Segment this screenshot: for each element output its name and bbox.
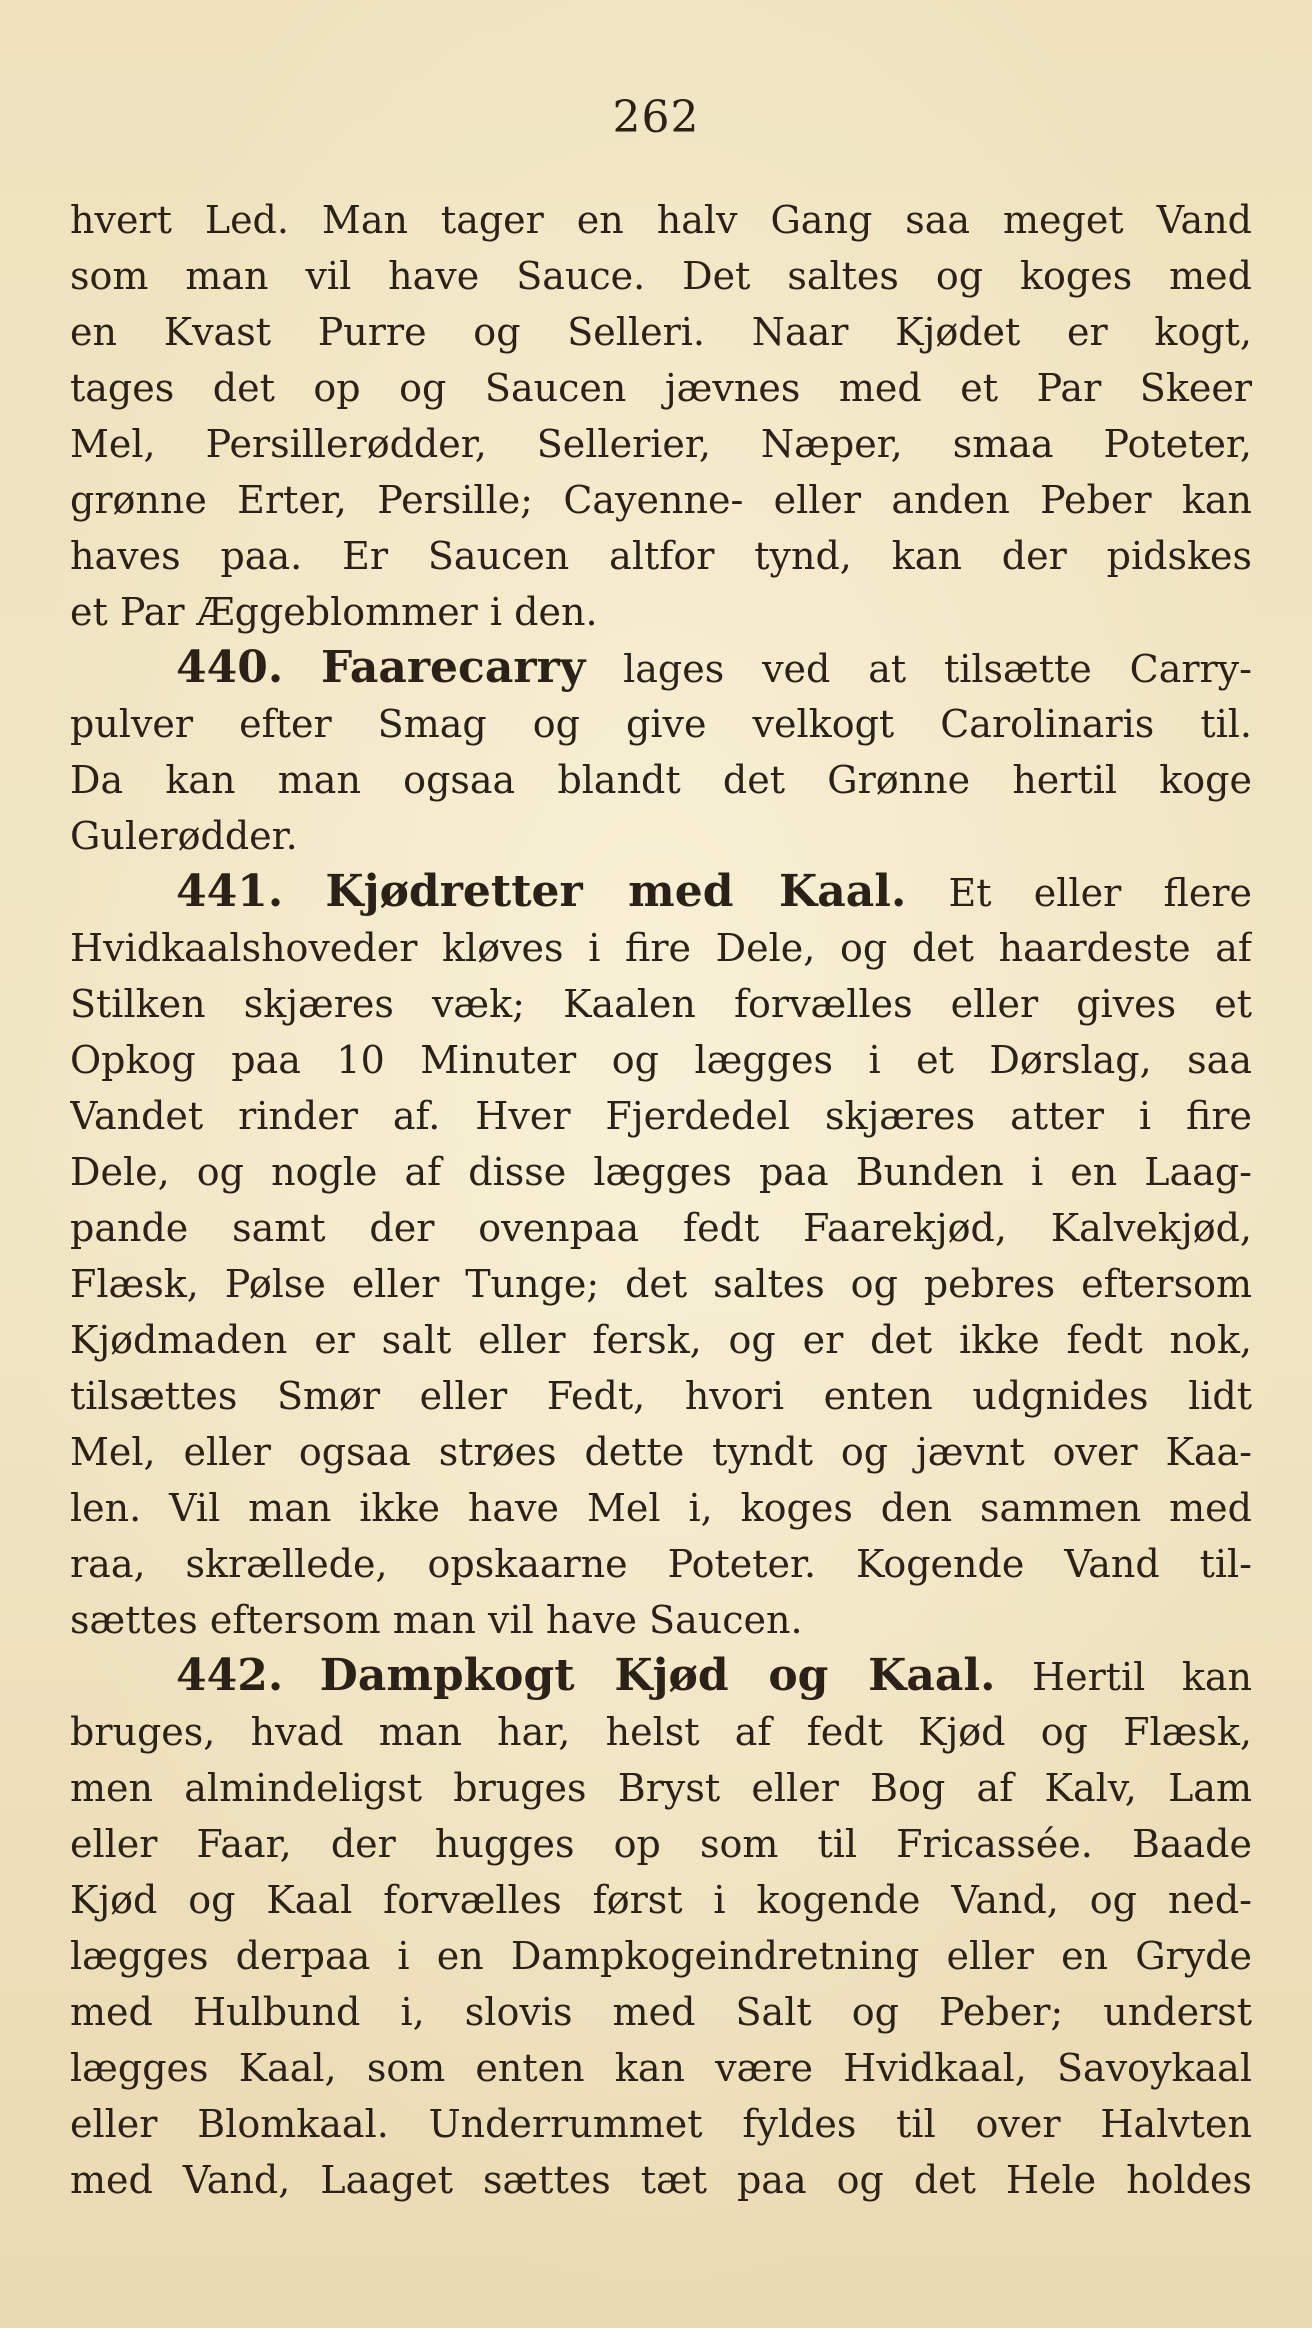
recipe-number: 442. [176,1650,284,1701]
line-text: Opkog paa 10 Minuter og lægges i et Dørslag, saa [70,1038,1252,1082]
text-line [70,192,1252,248]
text-line [70,1144,1252,1200]
line-text: Vandet rinder af. Hver Fjerdedel skjæres atter i fire [70,1094,1252,1138]
text-line [70,1032,1252,1088]
line-text: Gulerødder. [70,814,298,858]
text-line [70,528,1252,584]
text-line [70,1312,1252,1368]
recipe-title: Kjødretter med Kaal. [325,866,907,917]
line-text: med Hulbund i, slovis med Salt og Peber; underst [70,1990,1252,2034]
line-text: Mel, Persillerødder, Sellerier, Næper, smaa Poteter, [70,422,1252,466]
line-text: som man vil have Sauce. Det saltes og koges med [70,254,1252,298]
text-line [70,2152,1252,2208]
body-text [70,192,1252,2208]
recipe-number: 440. [176,642,284,693]
line-text: Hertil kan [1031,1655,1252,1699]
text-line [70,1480,1252,1536]
line-text: Dele, og nogle af disse lægges paa Bunden i en Laag- [70,1150,1252,1194]
line-text: Flæsk, Pølse eller Tunge; det saltes og pebres eftersom [70,1262,1252,1306]
line-text: pulver efter Smag og give velkogt Carolinaris til. [70,702,1252,746]
text-line [70,1928,1252,1984]
text-line [70,1200,1252,1256]
text-line [70,808,1252,864]
text-line [70,1872,1252,1928]
text-line [70,752,1252,808]
line-text: tilsættes Smør eller Fedt, hvori enten udgnides lidt [70,1374,1252,1418]
line-text: Da kan man ogsaa blandt det Grønne hertil koge [70,758,1252,802]
recipe-title: Faarecarry [321,642,586,693]
line-text: Hvidkaalshoveder kløves i fire Dele, og det haardeste af [70,926,1252,970]
line-text: len. Vil man ikke have Mel i, koges den sammen med [70,1486,1252,1530]
text-line [70,1592,1252,1648]
line-text: sættes eftersom man vil have Saucen. [70,1598,803,1642]
text-line [70,1816,1252,1872]
text-line [70,416,1252,472]
line-text: lægges derpaa i en Dampkogeindretning eller en Gryde [70,1934,1252,1978]
recipe-number: 441. [176,866,284,917]
line-text: men almindeligst bruges Bryst eller Bog af Kalv, Lam [70,1766,1252,1810]
line-text: bruges, hvad man har, helst af fedt Kjød og Flæsk, [70,1710,1252,1754]
text-line [70,976,1252,1032]
text-line [70,2096,1252,2152]
text-line [70,472,1252,528]
line-text: en Kvast Purre og Selleri. Naar Kjødet er kogt, [70,310,1252,354]
line-text: grønne Erter, Persille; Cayenne- eller anden Peber kan [70,478,1252,522]
text-line [70,360,1252,416]
recipe-title: Dampkogt Kjød og Kaal. [319,1650,996,1701]
line-text: Kjødmaden er salt eller fersk, og er det ikke fedt nok, [70,1318,1252,1362]
text-line [70,1760,1252,1816]
text-line [70,1368,1252,1424]
line-text: raa, skrællede, opskaarne Poteter. Kogende Vand til- [70,1542,1252,1586]
line-text: lages ved at tilsætte Carry- [623,647,1252,691]
line-text: lægges Kaal, som enten kan være Hvidkaal, Savoykaal [70,2046,1252,2090]
line-text: et Par Æggeblommer i den. [70,590,598,634]
line-text: Kjød og Kaal forvælles først i kogende Vand, og ned- [70,1878,1252,1922]
line-text: eller Faar, der hugges op som til Fricassée. Baade [70,1822,1252,1866]
text-line [70,920,1252,976]
text-line [70,1704,1252,1760]
line-text: haves paa. Er Saucen altfor tynd, kan der pidskes [70,534,1252,578]
line-text: tages det op og Saucen jævnes med et Par Skeer [70,366,1252,410]
line-text: Mel, eller ogsaa strøes dette tyndt og jævnt over Kaa- [70,1430,1252,1474]
line-text: med Vand, Laaget sættes tæt paa og det Hele holdes [70,2158,1252,2202]
line-text: hvert Led. Man tager en halv Gang saa meget Vand [70,198,1252,242]
recipe-heading-line [70,1648,1252,1704]
text-line [70,584,1252,640]
text-line [70,304,1252,360]
text-line [70,2040,1252,2096]
line-text: Et eller flere [948,871,1252,915]
text-line [70,1088,1252,1144]
text-line [70,248,1252,304]
recipe-heading-line [70,864,1252,920]
line-text: Stilken skjæres væk; Kaalen forvælles eller gives et [70,982,1252,1026]
text-line [70,696,1252,752]
line-text: pande samt der ovenpaa fedt Faarekjød, Kalvekjød, [70,1206,1252,1250]
text-line [70,1256,1252,1312]
line-text: eller Blomkaal. Underrummet fyldes til over Halvten [70,2102,1252,2146]
text-line [70,1424,1252,1480]
recipe-heading-line [70,640,1252,696]
text-line [70,1984,1252,2040]
page-number: 262 [612,92,700,143]
text-line [70,1536,1252,1592]
